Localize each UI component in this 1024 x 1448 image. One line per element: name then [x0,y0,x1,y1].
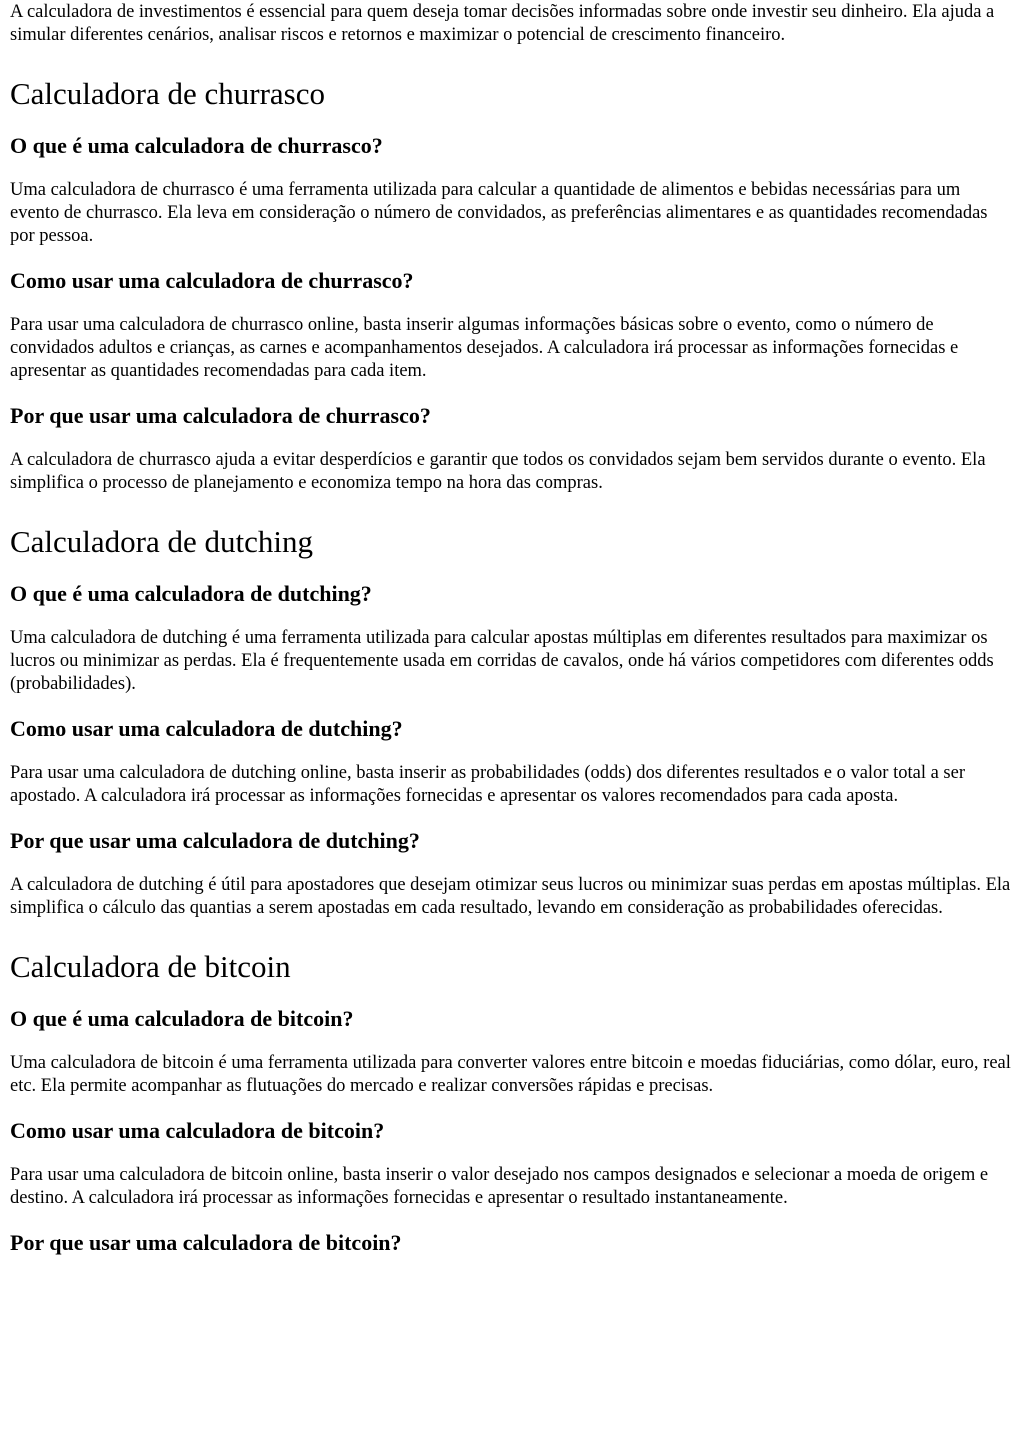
subsection-heading: Por que usar uma calculadora de dutching? [10,828,420,853]
subsection-heading: O que é uma calculadora de dutching? [10,581,372,606]
subsection-text: Uma calculadora de dutching é uma ferramenta utilizada para calcular apostas múltiplas em diferentes resultados para maximizar os lucros ou minimizar as perdas. Ela é frequentemente usada em corridas de cavalos, onde há vários competidores com diferentes odds (probabilidades). [10,628,994,694]
subsection-text: A calculadora de dutching é útil para apostadores que desejam otimizar seus lucros ou minimizar suas perdas em apostas múltiplas. Ela simplifica o cálculo das quantias a serem apostadas em cada resultado, levando em consideração as probabilidades oferecidas. [10,875,1011,918]
subsection [10,581,1014,696]
section-title: Calculadora de bitcoin [10,949,291,984]
subsection [10,403,1014,495]
subsection-heading: Como usar uma calculadora de churrasco? [10,268,414,293]
subsection [10,1118,1014,1210]
intro-paragraph: A calculadora de investimentos é essencial para quem deseja tomar decisões informadas sobre onde investir seu dinheiro. Ela ajuda a simular diferentes cenários, analisar riscos e retornos e maximizar o potencial de crescimento financeiro. [10,2,995,45]
subsection [10,1006,1014,1098]
subsection-text: A calculadora de churrasco ajuda a evitar desperdícios e garantir que todos os convidados sejam bem servidos durante o evento. Ela simplifica o processo de planejamento e economiza tempo na hora das compras. [10,450,986,493]
section-title: Calculadora de dutching [10,524,314,559]
subsection [10,1230,1014,1256]
section-bitcoin [10,949,1014,1256]
subsection [10,133,1014,248]
subsection [10,716,1014,808]
subsection-text: Para usar uma calculadora de bitcoin online, basta inserir o valor desejado nos campos designados e selecionar a moeda de origem e destino. A calculadora irá processar as informações fornecidas e apresentar o resultado instantaneamente. [10,1165,989,1208]
subsection-heading: Como usar uma calculadora de dutching? [10,716,403,741]
subsection-heading: Como usar uma calculadora de bitcoin? [10,1118,385,1143]
subsection-text: Uma calculadora de churrasco é uma ferramenta utilizada para calcular a quantidade de alimentos e bebidas necessárias para um evento de churrasco. Ela leva em consideração o número de convidados, as preferências alimentares e as quantidades recomendadas por pessoa. [10,180,988,246]
subsection-heading: O que é uma calculadora de bitcoin? [10,1006,354,1031]
subsection [10,828,1014,920]
subsection-heading: Por que usar uma calculadora de bitcoin? [10,1230,402,1255]
subsection-text: Para usar uma calculadora de dutching online, basta inserir as probabilidades (odds) dos diferentes resultados e o valor total a ser apostado. A calculadora irá processar as informações fornecidas e apresentar os valores recomendados para cada aposta. [10,763,966,806]
section-title: Calculadora de churrasco [10,76,326,111]
subsection-text: Para usar uma calculadora de churrasco online, basta inserir algumas informações básicas sobre o evento, como o número de convidados adultos e crianças, as carnes e acompanhamentos desejados. A calculadora irá processar as informações fornecidas e apresentar as quantidades recomendadas para cada item. [10,315,959,381]
subsection [10,268,1014,383]
section-dutching [10,524,1014,920]
section-churrasco [10,76,1014,495]
subsection-text: Uma calculadora de bitcoin é uma ferramenta utilizada para converter valores entre bitcoin e moedas fiduciárias, como dólar, euro, real etc. Ela permite acompanhar as flutuações do mercado e realizar conversões rápidas e precisas. [10,1053,1011,1096]
subsection-heading: O que é uma calculadora de churrasco? [10,133,383,158]
subsection-heading: Por que usar uma calculadora de churrasco? [10,403,431,428]
